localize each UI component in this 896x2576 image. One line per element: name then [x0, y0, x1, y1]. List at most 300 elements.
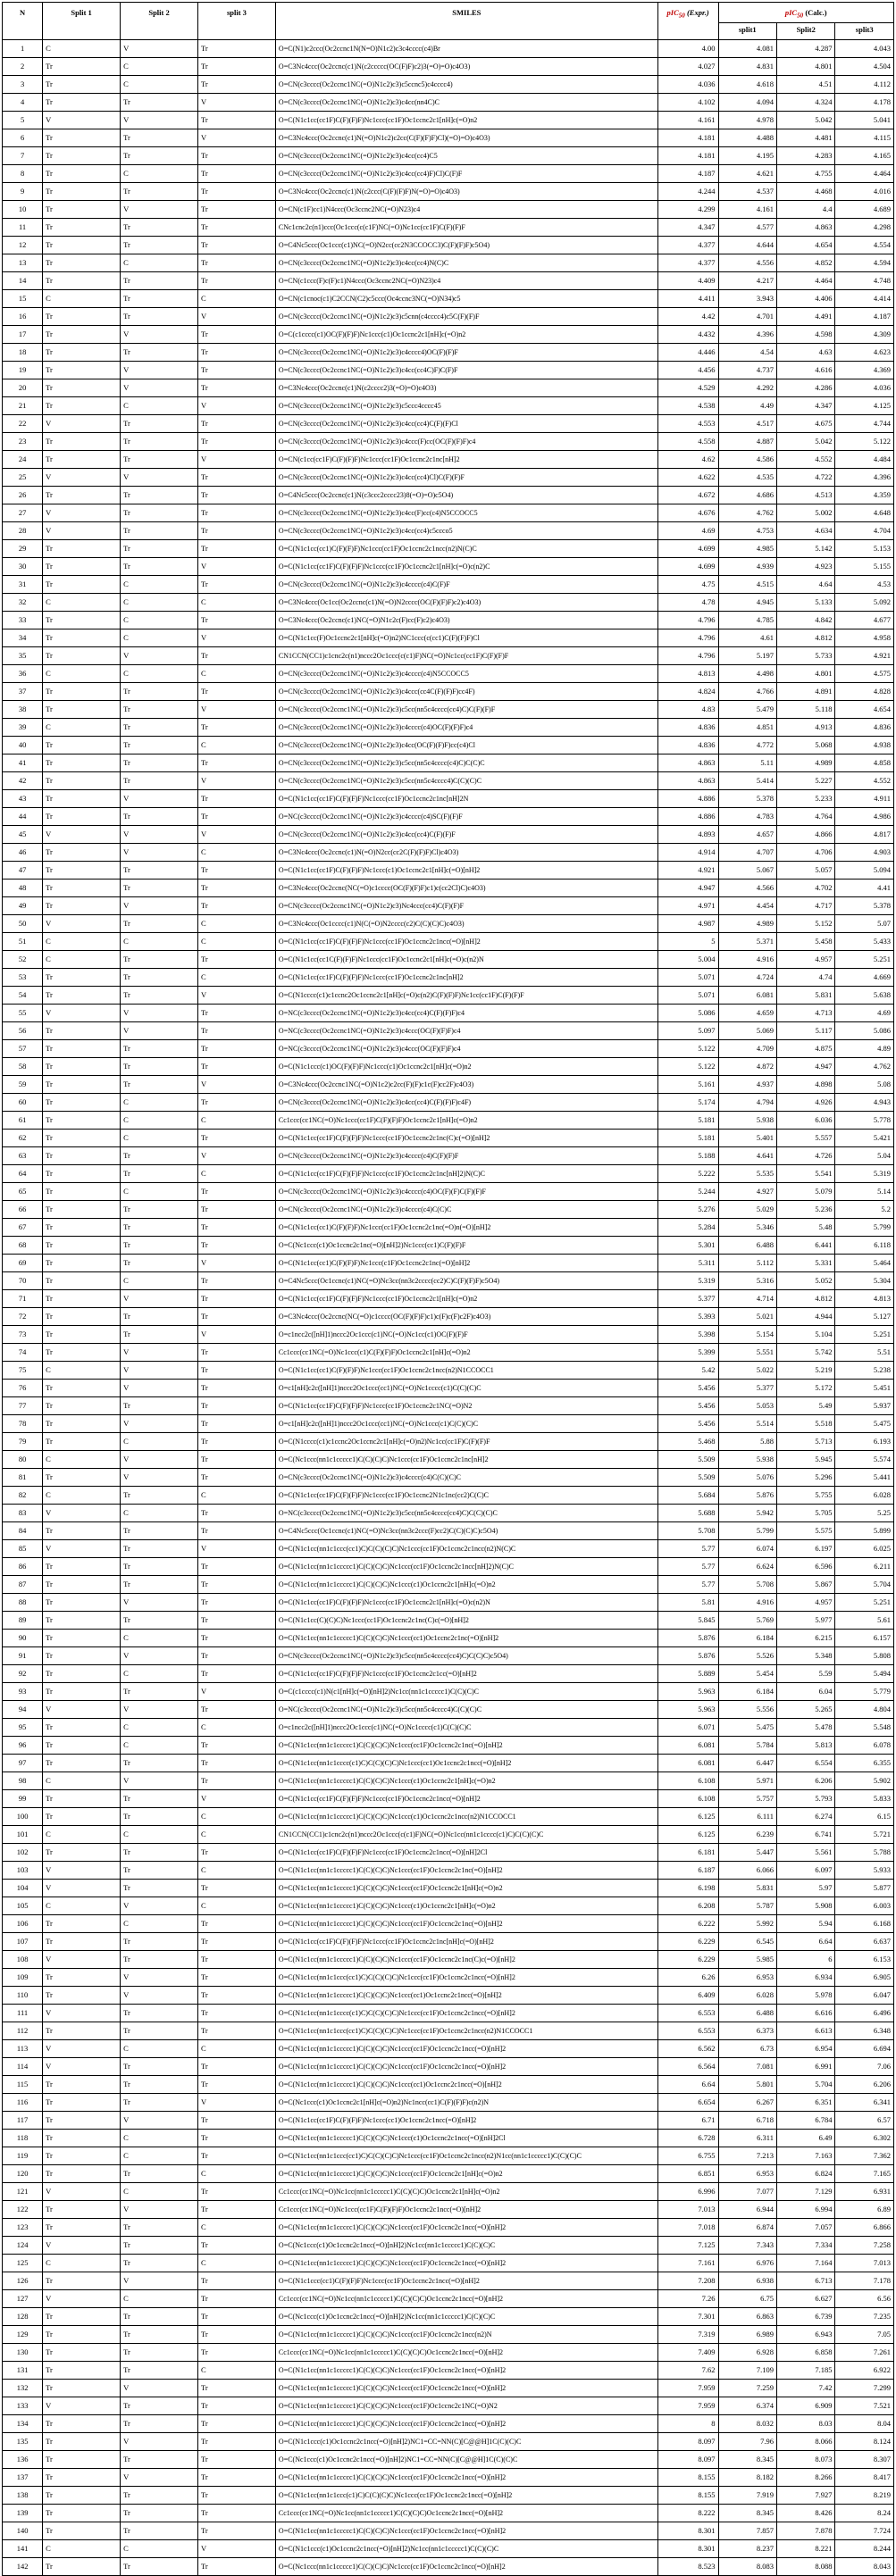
smiles-cell: O=c1ncc2c([nH]1)nccc2Oc1ccc(c1)NC(=O)Nc1cccc(c1)C(C)(C)C	[275, 1719, 657, 1737]
calc-split1-value: 6.488	[718, 1237, 776, 1255]
calc-split3-value: 5.494	[835, 1665, 894, 1683]
split3-cell: Tr	[198, 433, 276, 451]
calc-split2-value: 4.464	[776, 272, 834, 290]
row-number: 77	[3, 1397, 43, 1415]
table-row	[3, 2308, 894, 2326]
smiles-cell: O=C3Nc4ccc(Oc2ccnc(c1)N(c2ccccc(OC(F)F)c2)3(=O)=O)c4O3)	[275, 58, 657, 76]
row-number: 107	[3, 1933, 43, 1951]
smiles-cell: O=C3Nc4ccc(Oc2ccnc(NC(=O)c1cccc(OC(F)(F)F)c1)c(cc2Cl)C)c4O3)	[275, 880, 657, 897]
split2-cell: Tr	[121, 2058, 198, 2076]
exp-value: 6.108	[657, 1790, 718, 1808]
split3-cell: C	[198, 1897, 276, 1915]
split1-cell: Tr	[43, 2272, 121, 2290]
split3-cell: C	[198, 969, 276, 987]
row-number: 20	[3, 379, 43, 397]
split1-cell: Tr	[43, 1844, 121, 1862]
split3-cell: C	[198, 2255, 276, 2272]
split3-cell: V	[198, 2094, 276, 2112]
calc-split1-value: 5.556	[718, 1701, 776, 1719]
exp-value: 5.889	[657, 1665, 718, 1683]
calc-split2-value: 6.197	[776, 1540, 834, 1558]
split3-cell: Tr	[198, 1433, 276, 1451]
exp-value: 7.125	[657, 2237, 718, 2255]
split3-cell: Tr	[198, 1130, 276, 1147]
smiles-cell: O=NC(c3cccc(Oc2ccnc1NC(=O)N1c2)c3)c4ccc(OC(F)(F)F)c4	[275, 1022, 657, 1040]
split1-cell: Tr	[43, 612, 121, 629]
split3-cell: Tr	[198, 1844, 276, 1862]
smiles-cell: O=C(N1c1cc(nn1c1ccccc1)C(C)(C)C)Nc1ccc(c1)Oc1ccnc2c1ncc(=O)[nH]2Cl	[275, 2130, 657, 2147]
smiles-cell: O=C(Nc1ccc(nn1c1ccccc1)C(C)(C)C)Nc1ccc(cc1F)Oc1ccnc2c1ncc(=O)[nH]2	[275, 2558, 657, 2576]
row-number: 27	[3, 504, 43, 522]
calc-split2-value: 4.513	[776, 487, 834, 504]
calc-split1-value: 6.938	[718, 2272, 776, 2290]
exp-value: 5.181	[657, 1112, 718, 1130]
exp-value: 7.013	[657, 2201, 718, 2219]
calc-split2-value: 4.468	[776, 183, 834, 201]
row-number: 45	[3, 826, 43, 844]
split2-cell: V	[121, 201, 198, 219]
row-number: 94	[3, 1701, 43, 1719]
table-row	[3, 1540, 894, 1558]
table-row	[3, 1040, 894, 1058]
split3-cell: V	[198, 1076, 276, 1094]
split1-cell: V	[43, 112, 121, 129]
table-row	[3, 2558, 894, 2576]
split2-cell: Tr	[121, 1308, 198, 1326]
calc-split2-value: 5.867	[776, 1576, 834, 1594]
split2-cell: Tr	[121, 308, 198, 326]
calc-split2-value: 6.858	[776, 2344, 834, 2362]
table-row	[3, 790, 894, 808]
table-row	[3, 1844, 894, 1862]
calc-split2-value: 6.616	[776, 2005, 834, 2022]
split3-cell: Tr	[198, 219, 276, 237]
split2-cell: C	[121, 933, 198, 951]
table-row	[3, 344, 894, 362]
table-row	[3, 129, 894, 147]
table-row	[3, 1683, 894, 1701]
calc-split2-value: 7.164	[776, 2255, 834, 2272]
calc-split2-value: 4.913	[776, 719, 834, 737]
calc-split3-value: 5.086	[835, 1022, 894, 1040]
calc-split1-value: 6.373	[718, 2022, 776, 2040]
table-row	[3, 1076, 894, 1094]
split1-cell: Tr	[43, 1380, 121, 1397]
row-number: 52	[3, 951, 43, 969]
split1-cell: Tr	[43, 1915, 121, 1933]
calc-split1-value: 5.526	[718, 1647, 776, 1665]
row-number: 113	[3, 2040, 43, 2058]
table-row	[3, 165, 894, 183]
calc-split2-value: 5.813	[776, 1737, 834, 1755]
row-number: 95	[3, 1719, 43, 1737]
row-number: 38	[3, 701, 43, 719]
row-number: 121	[3, 2183, 43, 2201]
split3-cell: Tr	[198, 1612, 276, 1630]
row-number: 22	[3, 415, 43, 433]
table-row	[3, 1022, 894, 1040]
split1-cell: Tr	[43, 2219, 121, 2237]
split2-cell: V	[121, 1701, 198, 1719]
exp-value: 4.863	[657, 754, 718, 772]
calc-split2-value: 4.702	[776, 880, 834, 897]
row-number: 15	[3, 290, 43, 308]
calc-split3-value: 6.153	[835, 1951, 894, 1969]
split2-cell: C	[121, 1505, 198, 1522]
split2-cell: Tr	[121, 737, 198, 754]
calc-split3-value: 4.125	[835, 397, 894, 415]
split1-cell: Tr	[43, 862, 121, 880]
table-row	[3, 1058, 894, 1076]
calc-split2-value: 4.947	[776, 1058, 834, 1076]
smiles-cell: O=CN(c3cccc(Oc2ccnc1NC(=O)N1c2)c3)Nc4ccc(cc4)C(F)(F)F	[275, 897, 657, 915]
table-row	[3, 2469, 894, 2487]
smiles-cell: CNc1cnc2c(n1)ccc(Oc1ccc(c(c1F)NC(=O)Nc1cc(cc1F)C(F)(F)F	[275, 219, 657, 237]
split2-cell: V	[121, 40, 198, 58]
row-number: 43	[3, 790, 43, 808]
smiles-cell: O=C(Nc1ccc(nn1c1ccccc1)C(C)(C)C)Nc1ccc(cc1F)Oc1ccnc2c1nc[nH]2	[275, 1451, 657, 1469]
calc-split2-value: 5.142	[776, 540, 834, 558]
exp-value: 4.161	[657, 112, 718, 129]
split2-cell: Tr	[121, 1058, 198, 1076]
split3-cell: Tr	[198, 1647, 276, 1665]
split1-cell: Tr	[43, 897, 121, 915]
table-row	[3, 1433, 894, 1451]
calc-split1-value: 6.953	[718, 2165, 776, 2183]
smiles-cell: O=C(N1c1cc(cc1F)C(F)(F)F)Nc1ccc(cc1F)Oc1ccnc2c1NC(=O)N2	[275, 1397, 657, 1415]
split2-cell: Tr	[121, 880, 198, 897]
split1-cell: Tr	[43, 2505, 121, 2522]
exp-value: 4.796	[657, 629, 718, 647]
split3-cell: Tr	[198, 880, 276, 897]
row-number: 137	[3, 2469, 43, 2487]
calc-split3-value: 5.08	[835, 1076, 894, 1094]
split2-cell: Tr	[121, 1147, 198, 1165]
split1-cell: Tr	[43, 2112, 121, 2130]
split2-cell: Tr	[121, 2165, 198, 2183]
smiles-cell: O=C(N1c1cc(nn1c1cccc(c1)C)C(C)(C)C)Nc1ccc(cc1)Oc1ccnc2c1ncc(=O)[nH]2	[275, 1755, 657, 1772]
split1-cell: V	[43, 504, 121, 522]
row-number: 12	[3, 237, 43, 254]
split2-cell: V	[121, 1469, 198, 1487]
calc-split2-value: 4.4	[776, 201, 834, 219]
calc-split2-value: 6.994	[776, 2201, 834, 2219]
calc-split2-value: 8.088	[776, 2558, 834, 2576]
calc-split1-value: 5.401	[718, 1130, 776, 1147]
calc-split3-value: 6.025	[835, 1540, 894, 1558]
split1-cell: Tr	[43, 701, 121, 719]
split3-cell: Tr	[198, 1665, 276, 1683]
row-number: 61	[3, 1112, 43, 1130]
row-number: 44	[3, 808, 43, 826]
smiles-cell: O=C(N1c1cc(cc1F)C(F)(F)F)Nc1ccc(cc1F)Oc1ccnc2c1nc[nH]c(=O)[nH]2	[275, 1933, 657, 1951]
calc-split1-value: 6.488	[718, 2005, 776, 2022]
exp-value: 5.161	[657, 1076, 718, 1094]
exp-value: 7.26	[657, 2290, 718, 2308]
calc-split2-value: 7.163	[776, 2147, 834, 2165]
row-number: 64	[3, 1165, 43, 1183]
smiles-cell: O=C(N1c1ccc(c1)Oc1ccnc2c1ncc(=O)[nH]2)NC1=CC=NN(C)[C@@H]1C(C)(C)C	[275, 2433, 657, 2451]
calc-split3-value: 4.623	[835, 344, 894, 362]
split1-cell: Tr	[43, 1147, 121, 1165]
calc-split1-value: 4.985	[718, 540, 776, 558]
table-row	[3, 2433, 894, 2451]
calc-split1-value: 7.343	[718, 2237, 776, 2255]
calc-split1-value: 4.659	[718, 1005, 776, 1022]
calc-split2-value: 5.831	[776, 987, 834, 1005]
exp-value: 4.432	[657, 326, 718, 344]
row-number: 75	[3, 1362, 43, 1380]
row-number: 2	[3, 58, 43, 76]
calc-split1-value: 5.11	[718, 754, 776, 772]
row-number: 120	[3, 2165, 43, 2183]
split3-cell: Tr	[198, 683, 276, 701]
smiles-cell: O=CN(c3cccc(Oc2ccnc1NC(=O)N1c2)c3)c4cc(cc4)C(F)(F)F)c4F)	[275, 1094, 657, 1112]
calc-split3-value: 4.396	[835, 469, 894, 487]
calc-split2-value: 6.713	[776, 2272, 834, 2290]
table-row	[3, 2415, 894, 2433]
smiles-cell: O=c1ncc2c([nH]1)nccc2Oc1ccc(c1)NC(=O)Nc1cc(c1)OC(F)(F)F	[275, 1326, 657, 1344]
calc-split3-value: 5.378	[835, 897, 894, 915]
table-row	[3, 1826, 894, 1844]
table-row	[3, 2040, 894, 2058]
smiles-cell: O=C3Nc4ccc(Oc1cc(Oc2ccnc(c1)N(=O)N2cccc(OC(F)(F)F)c2)c4O3)	[275, 594, 657, 612]
table-row	[3, 1576, 894, 1594]
calc-split1-value: 8.182	[718, 2469, 776, 2487]
split2-cell: C	[121, 2040, 198, 2058]
smiles-cell: O=C(N1c1cc(nn1c1ccccc1)C(C)(C)C)Nc1ccc(cc1F)Oc1ccnc2c1ncc[nH]2)N(C)C	[275, 1558, 657, 1576]
exp-value: 5.188	[657, 1147, 718, 1165]
exp-value: 6.71	[657, 2112, 718, 2130]
split2-cell: Tr	[121, 1487, 198, 1505]
smiles-cell: O=C(N1c1cc(cc1F)C(F)(F)F)Nc1ccc(c1)Oc1ccnc2c1[nH]c(=O)[nH]2	[275, 862, 657, 880]
smiles-cell: O=NC(c3cccc(Oc2ccnc1NC(=O)N1c2)c3)c5cc(nn5c4cccc(cc4)C)C(C)(C)C	[275, 1505, 657, 1522]
split2-cell: C	[121, 1094, 198, 1112]
split1-cell: Tr	[43, 1719, 121, 1737]
exp-value: 4.299	[657, 201, 718, 219]
table-row	[3, 826, 894, 844]
calc-split2-value: 5.755	[776, 1487, 834, 1505]
row-number: 53	[3, 969, 43, 987]
split1-cell: Tr	[43, 790, 121, 808]
split1-cell: V	[43, 1540, 121, 1558]
calc-split2-value: 6.097	[776, 1862, 834, 1880]
smiles-cell: O=NC(c3cccc(Oc2ccnc1NC(=O)N1c2)c3)c5cc(nn5c4cccc4)C(C)(C)C	[275, 1701, 657, 1719]
calc-split2-value: 5.733	[776, 647, 834, 665]
table-row	[3, 1272, 894, 1290]
calc-split3-value: 4.112	[835, 76, 894, 94]
split1-cell: V	[43, 2183, 121, 2201]
split1-cell: Tr	[43, 76, 121, 94]
exp-value: 5.071	[657, 987, 718, 1005]
split2-cell: V	[121, 2201, 198, 2219]
exp-value: 5.311	[657, 1255, 718, 1272]
calc-split2-value: 5.348	[776, 1647, 834, 1665]
calc-split1-value: 4.396	[718, 326, 776, 344]
table-row	[3, 2183, 894, 2201]
split2-cell: Tr	[121, 1862, 198, 1880]
table-row	[3, 1112, 894, 1130]
split2-cell: V	[121, 826, 198, 844]
split1-cell: Tr	[43, 1272, 121, 1290]
calc-split3-value: 6.637	[835, 1933, 894, 1951]
exp-value: 8.097	[657, 2451, 718, 2469]
split3-cell: Tr	[198, 2380, 276, 2397]
row-number: 49	[3, 897, 43, 915]
calc-split2-value: 4.654	[776, 237, 834, 254]
table-row	[3, 2272, 894, 2290]
row-number: 80	[3, 1451, 43, 1469]
smiles-cell: O=C(Nc1ccc(c1)Oc1ccnc2c1ncc(=O)[nH]2)Nc1cc(nn1c1ccccc1)C(C)(C)C	[275, 2237, 657, 2255]
row-number: 21	[3, 397, 43, 415]
split1-cell: Tr	[43, 487, 121, 504]
split3-cell: V	[198, 629, 276, 647]
split3-cell: Tr	[198, 2522, 276, 2540]
split1-cell: C	[43, 1362, 121, 1380]
split3-cell: V	[198, 826, 276, 844]
exp-value: 6.755	[657, 2147, 718, 2165]
split3-cell: Tr	[198, 1969, 276, 1987]
smiles-cell: O=C(N1c1cc(cc1)C(F)(F)F)Nc1ccc(cc1F)Oc1ccnc2c1ncc(n2)N(C)C	[275, 540, 657, 558]
calc-split1-value: 4.081	[718, 40, 776, 58]
exp-value: 6.553	[657, 2005, 718, 2022]
calc-split3-value: 6.003	[835, 1897, 894, 1915]
calc-split1-value: 4.978	[718, 112, 776, 129]
split2-cell: V	[121, 1647, 198, 1665]
table-row	[3, 487, 894, 504]
calc-split3-value: 5.933	[835, 1862, 894, 1880]
table-row	[3, 558, 894, 576]
smiles-cell: O=C(Nc1ccc(c1)Oc1ccnc2c1ncc(=O)[nH]2)NC1=CC=NN(C)[C@@H]1C(C)(C)C	[275, 2451, 657, 2469]
split1-cell: Tr	[43, 201, 121, 219]
split3-cell: Tr	[198, 2397, 276, 2415]
split3-cell: Tr	[198, 1272, 276, 1290]
calc-split1-value: 4.566	[718, 880, 776, 897]
calc-split1-value: 4.872	[718, 1058, 776, 1076]
smiles-cell: O=CN(c3cccc(Oc2ccnc1NC(=O)N1c2)c3)c4cccc(c4)C(F)(F)F	[275, 1147, 657, 1165]
row-number: 89	[3, 1612, 43, 1630]
split2-cell: Tr	[121, 183, 198, 201]
split2-cell: Tr	[121, 1326, 198, 1344]
calc-split1-value: 4.535	[718, 469, 776, 487]
smiles-cell: O=C(N1c1cc(nn1c1ccccc1)C(C)(C)C)Nc1ccc(cc1F)Oc1ccnc2c1ncc(=O)[nH]2	[275, 2362, 657, 2380]
row-number: 9	[3, 183, 43, 201]
row-number: 62	[3, 1130, 43, 1147]
calc-split1-value: 4.686	[718, 487, 776, 504]
header-n: N	[3, 3, 43, 40]
exp-value: 6.229	[657, 1933, 718, 1951]
smiles-cell: O=CN(c1ccc(F)c(F)c1)N4ccc(Oc3ccnc2NC(=O)N23)c4	[275, 272, 657, 290]
calc-split1-value: 6.545	[718, 1933, 776, 1951]
split1-cell: C	[43, 1897, 121, 1915]
exp-value: 4.00	[657, 40, 718, 58]
calc-split2-value: 4.957	[776, 951, 834, 969]
table-row	[3, 1808, 894, 1826]
split3-cell: V	[198, 94, 276, 112]
exp-value: 6.996	[657, 2183, 718, 2201]
smiles-cell: O=CN(c3cccc(Oc2ccnc1NC(=O)N1c2)c3)c4cc(cc4)Cl)C(F)(F)F	[275, 469, 657, 487]
row-number: 124	[3, 2237, 43, 2255]
calc-split3-value: 4.115	[835, 129, 894, 147]
split1-cell: Tr	[43, 1969, 121, 1987]
split3-cell: Tr	[198, 1040, 276, 1058]
calc-split2-value: 5.219	[776, 1362, 834, 1380]
split2-cell: Tr	[121, 2094, 198, 2112]
split1-cell: C	[43, 933, 121, 951]
calc-split3-value: 6.931	[835, 2183, 894, 2201]
calc-split2-value: 4.812	[776, 1290, 834, 1308]
row-number: 8	[3, 165, 43, 183]
split2-cell: V	[121, 379, 198, 397]
calc-split3-value: 5.127	[835, 1308, 894, 1326]
calc-split1-value: 5.769	[718, 1612, 776, 1630]
calc-split2-value: 4.616	[776, 362, 834, 379]
exp-value: 4.538	[657, 397, 718, 415]
calc-split2-value: 6.824	[776, 2165, 834, 2183]
exp-value: 4.987	[657, 915, 718, 933]
calc-split2-value: 5.518	[776, 1415, 834, 1433]
split2-cell: Tr	[121, 2415, 198, 2433]
calc-split1-value: 4.709	[718, 1040, 776, 1058]
calc-split1-value: 6.989	[718, 2326, 776, 2344]
calc-split3-value: 7.521	[835, 2397, 894, 2415]
row-number: 88	[3, 1594, 43, 1612]
row-number: 82	[3, 1487, 43, 1505]
row-number: 131	[3, 2362, 43, 2380]
split1-cell: Tr	[43, 1040, 121, 1058]
calc-split3-value: 4.748	[835, 272, 894, 290]
exp-value: 5.276	[657, 1201, 718, 1219]
smiles-cell: O=CN(c3cccc(Oc2ccnc1NC(=O)N1c2)c3)c4cccc4)OC(F)(F)F	[275, 344, 657, 362]
exp-value: 6.409	[657, 1987, 718, 2005]
table-row	[3, 272, 894, 290]
calc-split1-value: 4.945	[718, 594, 776, 612]
calc-split1-value: 4.724	[718, 969, 776, 987]
split3-cell: Tr	[198, 1005, 276, 1022]
table-row	[3, 969, 894, 987]
calc-split2-value: 5.978	[776, 1987, 834, 2005]
split2-cell: Tr	[121, 147, 198, 165]
table-row	[3, 1130, 894, 1147]
split2-cell: V	[121, 1451, 198, 1469]
calc-split1-value: 6.111	[718, 1808, 776, 1826]
split2-cell: C	[121, 2540, 198, 2558]
calc-split2-value: 5.296	[776, 1469, 834, 1487]
row-number: 128	[3, 2308, 43, 2326]
split2-cell: Tr	[121, 1522, 198, 1540]
exp-value: 4.796	[657, 612, 718, 629]
table-row	[3, 1005, 894, 1022]
table-row	[3, 1790, 894, 1808]
calc-split3-value: 4.369	[835, 362, 894, 379]
exp-value: 4.921	[657, 862, 718, 880]
row-number: 84	[3, 1522, 43, 1540]
split1-cell: Tr	[43, 1933, 121, 1951]
calc-split3-value: 4.309	[835, 326, 894, 344]
calc-split3-value: 4.648	[835, 504, 894, 522]
smiles-cell: O=CN(c3cccc(Oc2ccnc1NC(=O)N1c2)c3)c4cc(cc4)F)Cl)C(F)F	[275, 165, 657, 183]
split2-cell: Tr	[121, 2505, 198, 2522]
smiles-cell: O=C(N1c1cc(nn1c1ccccc1)C(C)(C)C)Nc1ccc(cc1F)Oc1ccnc2c1ncc(=O)[nH]2	[275, 2415, 657, 2433]
split1-cell: Tr	[43, 1987, 121, 2005]
row-number: 24	[3, 451, 43, 469]
smiles-cell: O=CN(c3cccc(Oc2ccnc1NC(=O)N1c2)c3)c4cc(OC(F)(F)F)cc(c4)Cl	[275, 737, 657, 754]
split1-cell: Tr	[43, 2362, 121, 2380]
table-row	[3, 237, 894, 254]
exp-value: 6.64	[657, 2076, 718, 2094]
data-table	[2, 2, 894, 2576]
split3-cell: Tr	[198, 58, 276, 76]
